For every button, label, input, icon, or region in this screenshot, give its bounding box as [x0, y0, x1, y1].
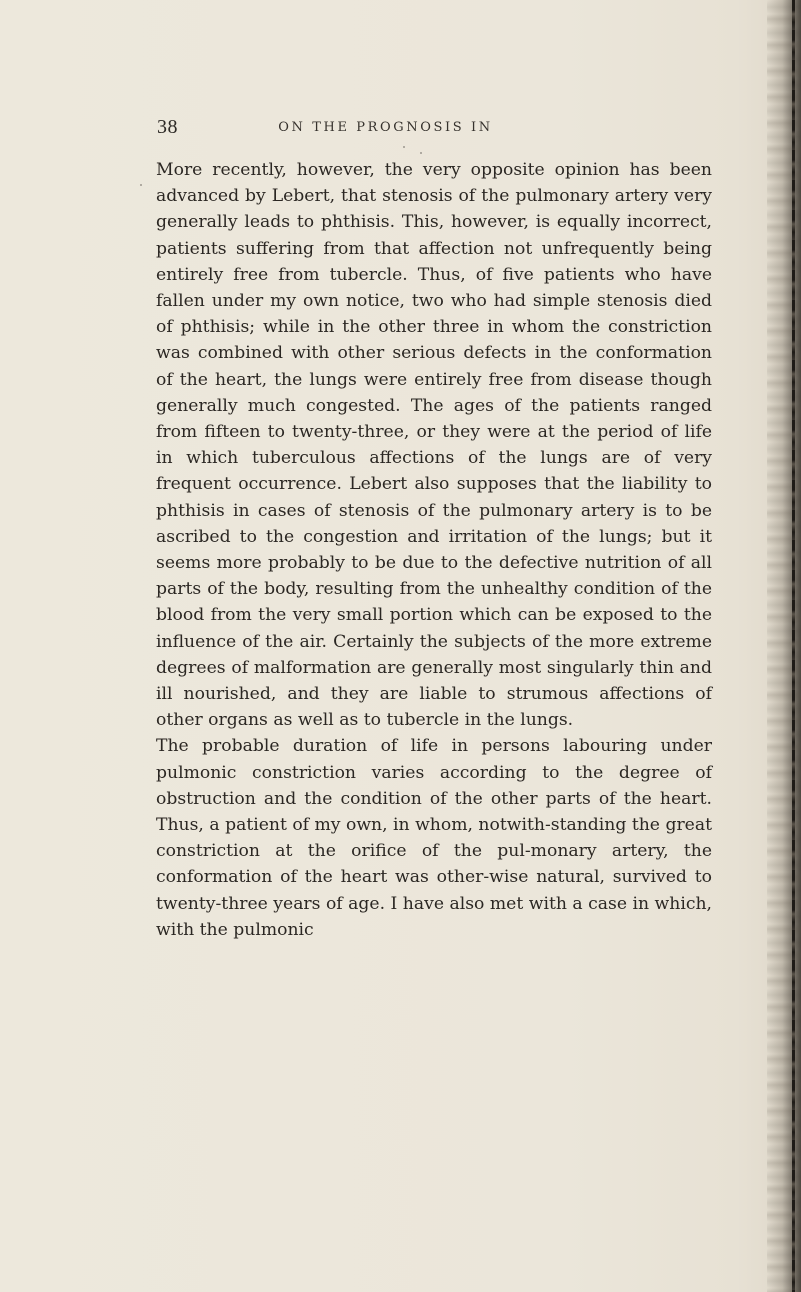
running-title: ON THE PROGNOSIS IN — [278, 120, 493, 135]
paper-speck — [420, 152, 422, 154]
body-text — [156, 157, 712, 943]
paragraph-1: More recently, however, the very opposite opinion has been advanced by Lebert, that stenosis of the pulmonary artery very generally leads to phthisis. This, however, is equally incorrect, patients suffering from that affection not unfrequently being entirely free from tubercle. Thus, of five patients who have fallen under my own notice, two who had simple stenosis died of phthisis; while in the other three in whom the constriction was combined with other serious defects in the conformation of the heart, the lungs were entirely free from disease though generally much congested. The ages of the patients ranged from fifteen to twenty-three, or they were at the period of life in which tuberculous affections of the lungs are of very frequent occurrence. Lebert also supposes that the liability to phthisis in cases of stenosis of the pulmonary artery is to be ascribed to the congestion and irritation of the lungs; but it seems more probably to be due to the defective nutrition of all parts of the body, resulting from the unhealthy condition of the blood from the very small portion which can be exposed to the influence of the air. Certainly the subjects of the more extreme degrees of malformation are generally most singularly thin and ill nourished, and they are liable to strumous affections of other organs as well as to tubercle in the lungs. — [156, 160, 712, 731]
binding-shadow-line — [792, 0, 795, 1292]
paper-speck — [168, 218, 170, 220]
page-header — [0, 116, 801, 146]
paragraph-2: The probable duration of life in persons labouring under pulmonic constriction varies according to the degree of obstruction and the condition of the other parts of the heart. Thus, a patient of my own, in whom, notwith-standing the great constriction at the orifice of the pul-monary artery, the conformation of the heart was other-wise natural, survived to twenty-three years of age. I have also met with a case in which, with the pulmonic — [156, 736, 712, 940]
page-number: 38 — [157, 116, 178, 138]
page-binding-edge — [767, 0, 801, 1292]
paper-speck — [403, 146, 405, 148]
paper-speck — [140, 184, 142, 186]
